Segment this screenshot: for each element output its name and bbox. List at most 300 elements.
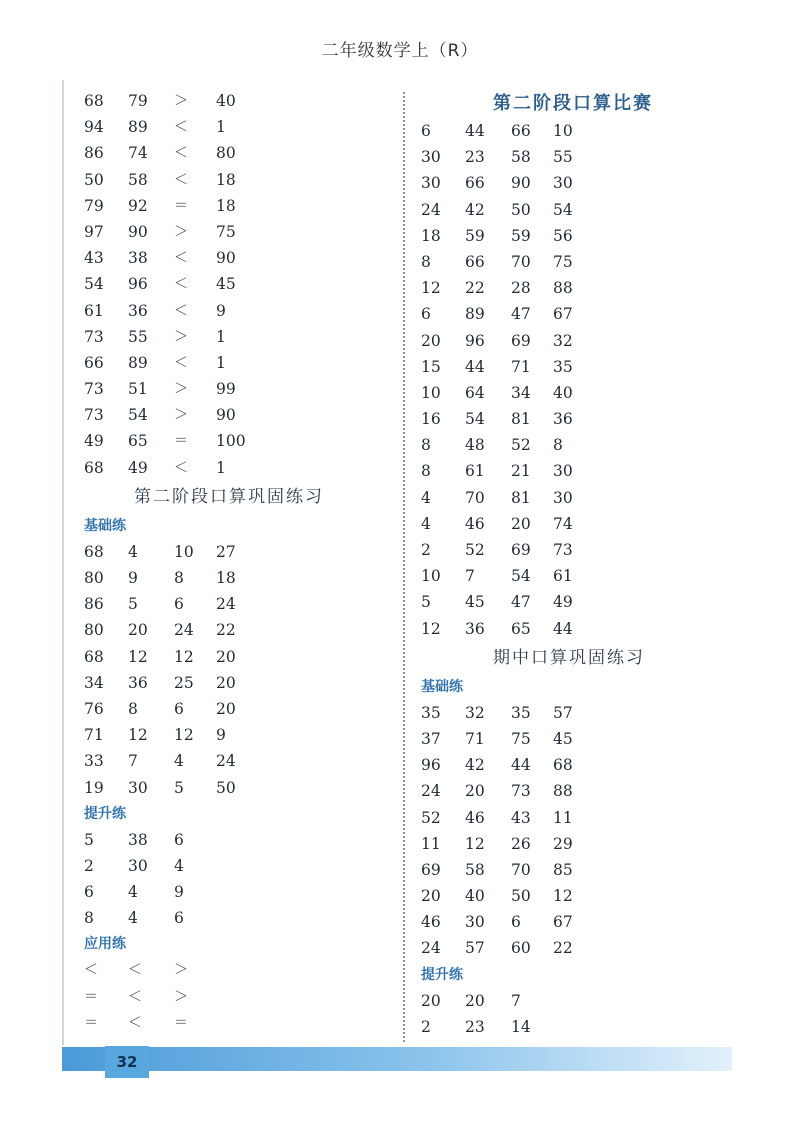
answer-cell: 76 (84, 699, 104, 718)
answer-cell: 94 (84, 118, 104, 137)
answer-cell: 96 (128, 275, 148, 294)
answer-cell: 88 (553, 782, 573, 801)
answer-cell: 50 (511, 887, 531, 906)
answer-cell: 35 (553, 357, 573, 376)
answer-cell: 73 (84, 327, 104, 346)
answer-cell: 12 (174, 726, 194, 745)
answer-cell: ＝ (84, 1014, 98, 1031)
answer-cell: 54 (84, 275, 104, 294)
answer-cell: ＝ (174, 433, 188, 450)
answer-cell: 44 (511, 756, 531, 775)
answer-cell: 22 (216, 621, 236, 640)
answer-row (84, 905, 394, 931)
answer-cell: 12 (421, 279, 441, 298)
answer-row (421, 831, 741, 857)
answer-cell: 18 (421, 226, 441, 245)
answer-cell: 8 (553, 436, 563, 455)
answer-cell: ＜ (128, 1014, 142, 1031)
page-header: 二年级数学上（R） (321, 41, 479, 61)
answer-cell: 4 (128, 542, 138, 561)
answer-cell: 70 (465, 488, 485, 507)
answer-cell: 12 (421, 619, 441, 638)
answer-cell: 43 (511, 808, 531, 827)
answer-cell: 1 (216, 458, 226, 477)
answer-cell: 69 (421, 860, 441, 879)
answer-cell: 49 (128, 458, 148, 477)
answer-cell: 32 (465, 703, 485, 722)
midterm-basic-answers (421, 700, 741, 962)
answer-cell: 89 (128, 353, 148, 372)
answer-cell: 71 (465, 729, 485, 748)
answer-cell: 6 (84, 883, 94, 902)
answer-cell: 96 (465, 331, 485, 350)
answer-cell: ＜ (174, 459, 188, 476)
answer-cell: 12 (174, 647, 194, 666)
answer-row (421, 909, 741, 935)
answer-cell: 44 (465, 122, 485, 140)
answer-cell: 25 (174, 673, 194, 692)
answer-row (84, 591, 394, 617)
answer-cell: 47 (511, 305, 531, 324)
answer-cell: 30 (421, 148, 441, 167)
answer-cell: 10 (174, 542, 194, 561)
answer-cell: 85 (553, 860, 573, 879)
answer-cell: 99 (216, 380, 236, 399)
answer-cell: 54 (511, 567, 531, 586)
answer-cell: 52 (465, 541, 485, 559)
answer-row (84, 1010, 394, 1036)
answer-cell: 80 (84, 621, 104, 640)
answer-cell: 57 (465, 939, 485, 958)
answer-row (84, 324, 394, 350)
answer-cell: 1 (216, 118, 226, 137)
answer-cell: ＞ (174, 381, 188, 398)
answer-cell: 28 (511, 279, 531, 298)
answer-cell: ＜ (174, 354, 188, 371)
answer-cell: 61 (553, 567, 573, 586)
answer-cell: 7 (128, 752, 138, 771)
answer-row (84, 298, 394, 324)
answer-cell: 36 (128, 301, 148, 320)
answer-row (421, 328, 741, 354)
answer-row (84, 644, 394, 670)
answer-cell: 54 (465, 410, 485, 429)
answer-cell: 2 (84, 856, 94, 875)
answer-cell: 16 (421, 410, 441, 429)
answer-cell: 66 (465, 252, 485, 271)
answer-cell: ＜ (128, 988, 142, 1005)
answer-cell: 30 (553, 174, 573, 193)
answer-cell: 27 (216, 542, 236, 561)
answer-cell: 21 (511, 462, 531, 481)
answer-cell: 12 (553, 887, 573, 906)
answer-cell: 60 (511, 939, 531, 958)
answer-row (84, 957, 394, 983)
answer-cell: 6 (511, 913, 521, 932)
answer-cell: 20 (421, 331, 441, 350)
midterm-advanced-answers (421, 988, 741, 1040)
answer-cell: 40 (465, 887, 485, 906)
answer-cell: 73 (511, 782, 531, 801)
answer-cell: 5 (84, 830, 94, 849)
answer-cell: 36 (465, 619, 485, 638)
answer-row (84, 670, 394, 696)
answer-cell: 22 (465, 279, 485, 298)
answer-cell: 73 (553, 541, 573, 559)
answer-cell: 6 (174, 830, 184, 849)
answer-cell: 30 (553, 462, 573, 481)
answer-cell: 18 (216, 170, 236, 189)
answer-cell: 30 (421, 174, 441, 193)
answer-row (84, 193, 394, 219)
answer-row (421, 118, 741, 144)
answer-cell: ＝ (174, 1014, 188, 1031)
answer-cell: 4 (174, 752, 184, 771)
answer-row (84, 245, 394, 271)
answer-cell: 61 (465, 462, 485, 481)
answer-cell: 90 (128, 222, 148, 241)
answer-cell: 30 (128, 856, 148, 875)
answer-cell: ＞ (174, 407, 188, 424)
answer-cell: 9 (216, 301, 226, 320)
right-column (421, 88, 741, 1040)
answer-cell: 66 (84, 353, 104, 372)
answer-cell: 89 (465, 305, 485, 324)
midterm-advanced-label: 提升练 (421, 966, 463, 983)
answer-cell: 79 (84, 196, 104, 215)
answer-cell: 23 (465, 1017, 485, 1036)
answer-cell: 42 (465, 756, 485, 775)
answer-cell: 30 (128, 778, 148, 797)
answer-row (84, 167, 394, 193)
answer-cell: 37 (421, 729, 441, 748)
answer-row (84, 271, 394, 297)
answer-cell: 58 (511, 148, 531, 167)
answer-cell: 2 (421, 541, 431, 559)
section-title-midterm-practice: 期中口算巩固练习 (493, 647, 645, 668)
answer-cell: ＝ (84, 988, 98, 1005)
answer-cell: 8 (174, 569, 184, 587)
answer-cell: 46 (465, 808, 485, 827)
answer-cell: 4 (128, 883, 138, 902)
answer-cell: 80 (216, 144, 236, 163)
left-column (84, 88, 394, 1036)
answer-cell: 42 (465, 200, 485, 219)
answer-cell: 46 (465, 514, 485, 533)
answer-cell: 97 (84, 222, 104, 241)
answer-cell: 33 (84, 752, 104, 771)
answer-cell: 89 (128, 118, 148, 137)
answer-row (421, 537, 741, 563)
answer-cell: 5 (128, 595, 138, 614)
answer-cell: 2 (421, 1017, 431, 1036)
answer-cell: 48 (465, 436, 485, 455)
answer-cell: 50 (216, 778, 236, 797)
answer-cell: 50 (511, 200, 531, 219)
answer-row (421, 857, 741, 883)
answer-cell: 8 (421, 436, 431, 455)
answer-cell: 20 (465, 782, 485, 801)
answer-cell: ＜ (128, 962, 142, 979)
answer-cell: 20 (465, 991, 485, 1010)
answer-row (421, 170, 741, 196)
answer-cell: 11 (553, 808, 573, 827)
answer-cell: 36 (553, 410, 573, 429)
answer-cell: 45 (216, 275, 236, 294)
answer-cell: 24 (174, 621, 194, 640)
answer-cell: 8 (421, 252, 431, 271)
answer-row (421, 805, 741, 831)
footer-bar (62, 1047, 732, 1071)
answer-cell: 59 (511, 226, 531, 245)
answer-cell: 54 (128, 406, 148, 425)
answer-cell: 58 (128, 170, 148, 189)
answer-cell: 9 (128, 569, 138, 587)
answer-cell: 32 (553, 331, 573, 350)
answer-cell: ＜ (84, 962, 98, 979)
answer-row (84, 140, 394, 166)
answer-cell: 74 (553, 514, 573, 533)
answer-cell: 24 (421, 782, 441, 801)
answer-cell: 12 (128, 647, 148, 666)
answer-cell: 23 (465, 148, 485, 167)
answer-cell: 4 (174, 856, 184, 875)
answer-cell: 24 (421, 200, 441, 219)
answer-cell: ＜ (174, 276, 188, 293)
answer-cell: 1 (216, 353, 226, 372)
answer-cell: 86 (84, 144, 104, 163)
answer-row (421, 354, 741, 380)
answer-cell: 6 (421, 122, 431, 140)
answer-row (421, 249, 741, 275)
answer-cell: 100 (216, 432, 246, 451)
answer-cell: 40 (216, 92, 236, 110)
answer-cell: 51 (128, 380, 148, 399)
answer-cell: ＝ (174, 197, 188, 214)
answer-row (421, 752, 741, 778)
answer-cell: 24 (421, 939, 441, 958)
answer-row (421, 406, 741, 432)
answer-row (84, 722, 394, 748)
answer-cell: 58 (465, 860, 485, 879)
answer-cell: 4 (128, 909, 138, 928)
answer-cell: 96 (421, 756, 441, 775)
answer-cell: 8 (421, 462, 431, 481)
answer-row (421, 988, 741, 1014)
answer-cell: 38 (128, 249, 148, 268)
answer-row (84, 696, 394, 722)
answer-cell: 6 (174, 595, 184, 614)
answer-cell: ＞ (174, 962, 188, 979)
answer-cell: 18 (216, 569, 236, 587)
answer-cell: 55 (553, 148, 573, 167)
answer-row (84, 775, 394, 801)
answer-cell: 6 (421, 305, 431, 324)
answer-row (421, 458, 741, 484)
answer-cell: 20 (421, 991, 441, 1010)
answer-cell: 90 (511, 174, 531, 193)
answer-cell: 19 (84, 778, 104, 797)
answer-cell: 10 (421, 567, 441, 586)
answer-cell: 5 (421, 593, 431, 612)
contest-answers (421, 118, 741, 642)
answer-row (84, 565, 394, 591)
answer-row (421, 883, 741, 909)
answer-cell: 6 (174, 909, 184, 928)
answer-row (421, 301, 741, 327)
answer-row (84, 219, 394, 245)
answer-cell: 30 (465, 913, 485, 932)
answer-cell: 35 (421, 703, 441, 722)
basic-practice-label: 基础练 (84, 517, 126, 534)
answer-row (421, 275, 741, 301)
answer-cell: 6 (174, 699, 184, 718)
answer-cell: 64 (465, 383, 485, 402)
answer-cell: 79 (128, 92, 148, 110)
answer-cell: 73 (84, 406, 104, 425)
answer-row (84, 428, 394, 454)
answer-cell: 11 (421, 834, 441, 853)
answer-cell: 49 (553, 593, 573, 612)
answer-cell: ＜ (174, 119, 188, 136)
applied-practice-label: 应用练 (84, 936, 126, 953)
answer-cell: 73 (84, 380, 104, 399)
answer-cell: 5 (174, 778, 184, 797)
answer-cell: 4 (421, 488, 431, 507)
answer-row (84, 984, 394, 1010)
answer-cell: 12 (465, 834, 485, 853)
answer-cell: 22 (553, 939, 573, 958)
answer-cell: 40 (553, 383, 573, 402)
answer-cell: 69 (511, 541, 531, 559)
answer-cell: 45 (553, 729, 573, 748)
answer-cell: 20 (216, 673, 236, 692)
answer-cell: 44 (553, 619, 573, 638)
answer-row (421, 144, 741, 170)
answer-row (84, 853, 394, 879)
answer-cell: 34 (84, 673, 104, 692)
answer-cell: 9 (216, 726, 226, 745)
midterm-basic-label: 基础练 (421, 678, 463, 695)
answer-row (84, 350, 394, 376)
answer-cell: 7 (511, 991, 521, 1010)
applied-practice-answers (84, 957, 394, 1036)
answer-cell: 20 (128, 621, 148, 640)
answer-row (84, 402, 394, 428)
answer-cell: 10 (421, 383, 441, 402)
answer-row (421, 380, 741, 406)
answer-cell: 9 (174, 883, 184, 902)
answer-row (421, 700, 741, 726)
answer-cell: 8 (128, 699, 138, 718)
answer-cell: 20 (216, 699, 236, 718)
answer-row (84, 455, 394, 481)
answer-cell: 8 (84, 909, 94, 928)
answer-cell: 67 (553, 913, 573, 932)
answer-row (421, 485, 741, 511)
answer-cell: 88 (553, 279, 573, 298)
answer-cell: 66 (465, 174, 485, 193)
answer-cell: 10 (553, 122, 573, 140)
answer-cell: 20 (511, 514, 531, 533)
answer-cell: 90 (216, 249, 236, 268)
answer-cell: 30 (553, 488, 573, 507)
answer-cell: 68 (84, 458, 104, 477)
answer-row (421, 432, 741, 458)
advanced-practice-answers (84, 827, 394, 932)
answer-cell: 35 (511, 703, 531, 722)
answer-cell: ＞ (174, 93, 188, 109)
answer-cell: 34 (511, 383, 531, 402)
answer-cell: 36 (128, 673, 148, 692)
compare-answers (84, 88, 394, 481)
answer-cell: ＞ (174, 988, 188, 1005)
answer-cell: ＜ (174, 250, 188, 267)
answer-cell: 68 (553, 756, 573, 775)
answer-cell: 75 (553, 252, 573, 271)
answer-row (421, 589, 741, 615)
answer-cell: 54 (553, 200, 573, 219)
answer-cell: 71 (84, 726, 104, 745)
answer-cell: 80 (84, 569, 104, 587)
answer-cell: 38 (128, 830, 148, 849)
answer-row (421, 197, 741, 223)
answer-cell: 20 (216, 647, 236, 666)
answer-cell: 47 (511, 593, 531, 612)
answer-cell: 68 (84, 647, 104, 666)
answer-row (421, 223, 741, 249)
answer-row (421, 1014, 741, 1040)
answer-row (421, 563, 741, 589)
answer-cell: 65 (128, 432, 148, 451)
answer-cell: ＜ (174, 145, 188, 162)
answer-row (84, 114, 394, 140)
answer-row (84, 376, 394, 402)
answer-cell: 74 (128, 144, 148, 163)
section-title-stage2-contest: 第二阶段口算比赛 (493, 93, 653, 114)
answer-row (84, 827, 394, 853)
answer-cell: ＞ (174, 223, 188, 240)
answer-cell: 67 (553, 305, 573, 324)
answer-cell: 52 (421, 808, 441, 827)
answer-cell: 24 (216, 752, 236, 771)
section-title-stage2-practice: 第二阶段口算巩固练习 (134, 486, 324, 507)
answer-cell: 12 (128, 726, 148, 745)
answer-cell: 52 (511, 436, 531, 455)
answer-cell: 43 (84, 249, 104, 268)
answer-cell: 70 (511, 252, 531, 271)
answer-cell: 59 (465, 226, 485, 245)
answer-row (84, 879, 394, 905)
answer-cell: 18 (216, 196, 236, 215)
answer-cell: 90 (216, 406, 236, 425)
answer-cell: ＜ (174, 302, 188, 319)
answer-row (421, 935, 741, 961)
answer-cell: 86 (84, 595, 104, 614)
answer-cell: 92 (128, 196, 148, 215)
advanced-practice-label: 提升练 (84, 805, 126, 822)
answer-row (421, 726, 741, 752)
answer-cell: ＜ (174, 171, 188, 188)
answer-cell: 66 (511, 122, 531, 140)
answer-cell: 69 (511, 331, 531, 350)
answer-cell: 68 (84, 92, 104, 110)
answer-cell: 61 (84, 301, 104, 320)
answer-cell: 75 (216, 222, 236, 241)
answer-cell: 26 (511, 834, 531, 853)
answer-cell: 65 (511, 619, 531, 638)
answer-cell: 14 (511, 1017, 531, 1036)
